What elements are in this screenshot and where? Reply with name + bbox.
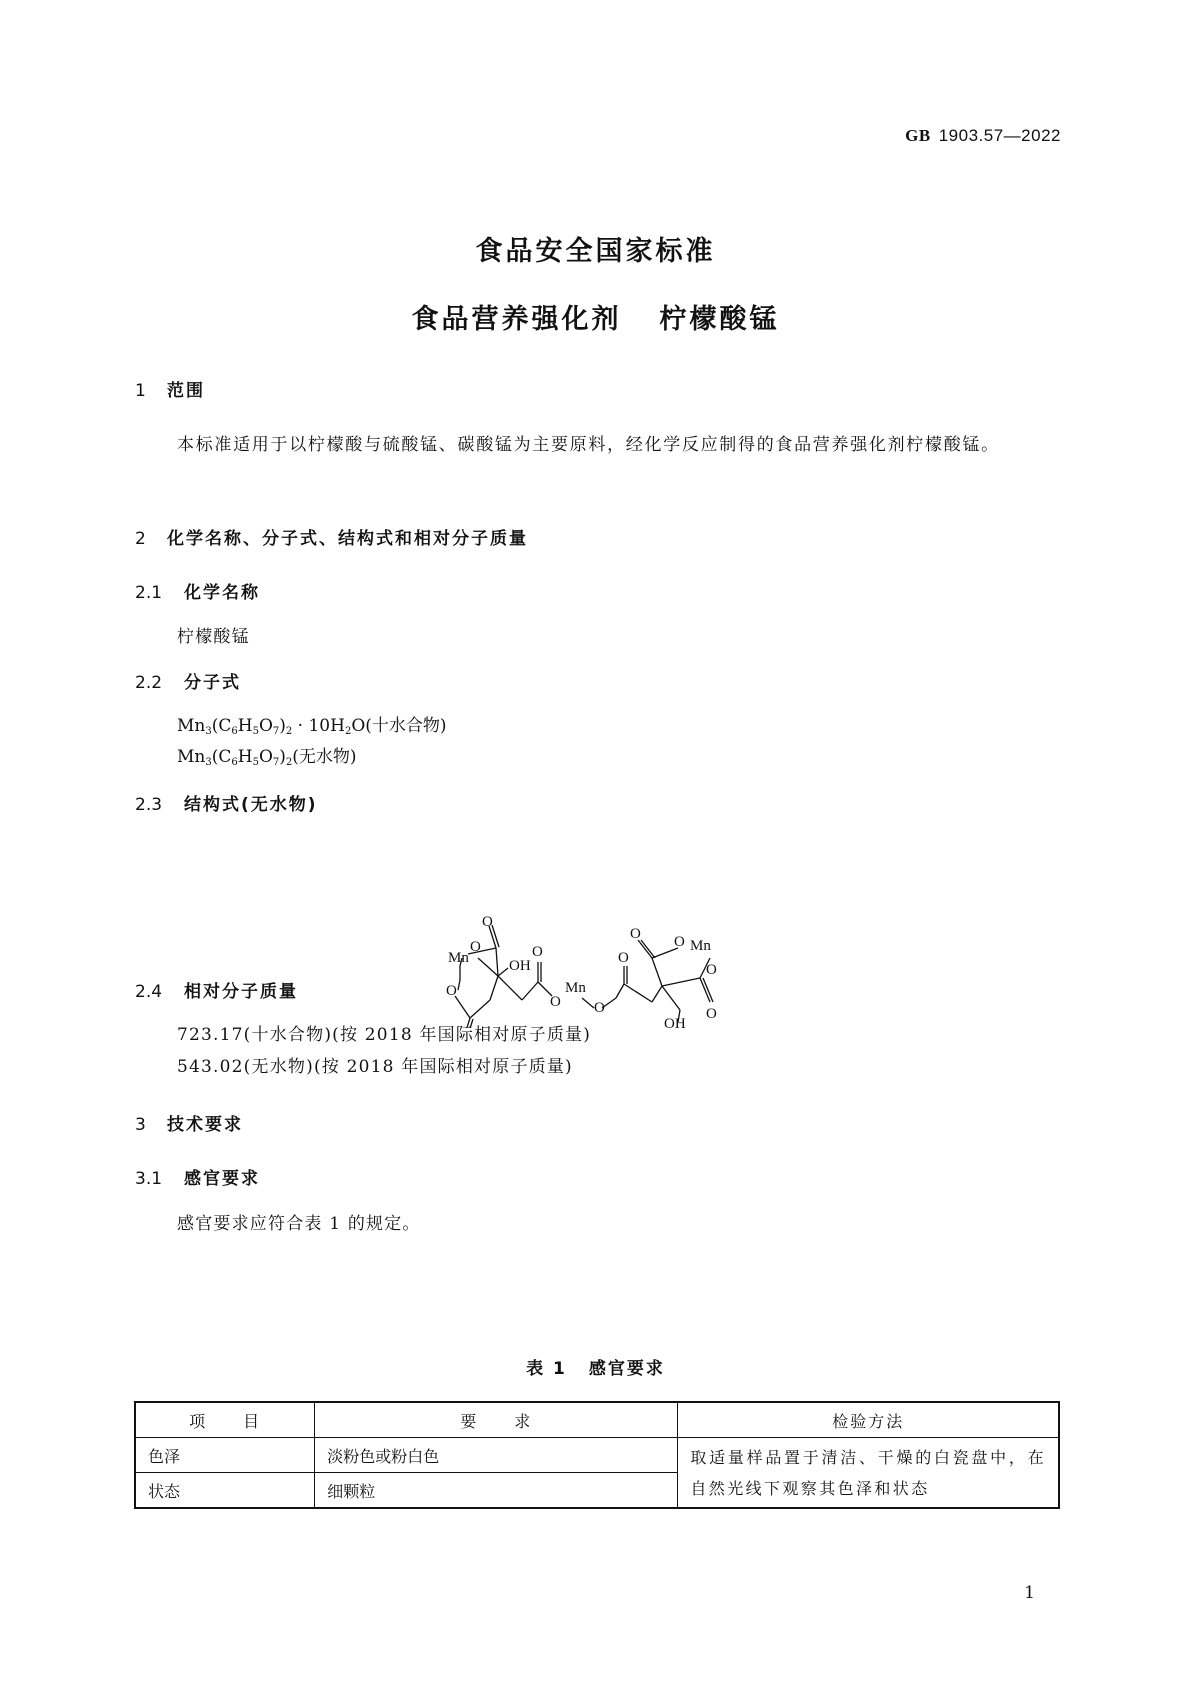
document-title: 食品安全国家标准 (475, 236, 716, 267)
cell-requirement: 淡粉色或粉白色 (315, 1438, 678, 1473)
page-number: 1 (1024, 1583, 1035, 1603)
cell-method: 取适量样品置于清洁、干燥的白瓷盘中，在自然光线下观察其色泽和状态 (678, 1438, 1059, 1509)
section-3-heading: 3 技术要求 (135, 1115, 243, 1135)
atom-o-1: O (446, 983, 457, 999)
atom-o-6: O (550, 994, 561, 1010)
molecular-weight-anhydrous: 543.02(无水物)(按 2018 年国际相对原子质量) (177, 1057, 573, 1077)
standard-number (905, 126, 1061, 146)
atom-mn-right: Mn (690, 938, 711, 954)
standard-code: 1903.57—2022 (938, 126, 1061, 145)
document-subtitle (0, 297, 1191, 336)
section-2-3-heading: 2.3 结构式(无水物) (135, 795, 318, 815)
table-row (135, 1438, 1059, 1473)
section-2-4-heading: 2.4 相对分子质量 (135, 982, 298, 1002)
atom-mn-center: Mn (565, 980, 586, 996)
subtitle-category: 食品营养强化剂 (411, 304, 622, 335)
atom-o-5: O (532, 944, 543, 960)
atom-o-7: O (594, 1000, 605, 1016)
atom-o-2: O (470, 939, 481, 955)
cell-item: 色泽 (135, 1438, 315, 1473)
section-1-body: 本标准适用于以柠檬酸与硫酸锰、碳酸锰为主要原料，经化学反应制得的食品营养强化剂柠檬酸锰。 (177, 435, 1000, 455)
header-item: 项 目 (135, 1402, 315, 1438)
atom-o-12: O (706, 1006, 717, 1022)
atom-mn-left: Mn (448, 950, 469, 966)
structural-formula (410, 888, 790, 1028)
formula-hydrate: $Mn_3(C_6H_5O_7)_2 \cdot 10H_2O$(十水合物) (177, 716, 447, 737)
atom-o-9: O (630, 926, 641, 942)
atom-oh-left: OH (509, 958, 531, 974)
section-2-heading: 2 化学名称、分子式、结构式和相对分子质量 (135, 529, 528, 549)
molecular-weight-hydrate: 723.17(十水合物)(按 2018 年国际相对原子质量) (177, 1025, 592, 1045)
table-header-row (135, 1402, 1059, 1438)
header-requirement: 要 求 (315, 1402, 678, 1438)
section-3-1-body: 感官要求应符合表 1 的规定。 (177, 1214, 421, 1234)
section-2-2-heading: 2.2 分子式 (135, 673, 241, 693)
chemical-name: 柠檬酸锰 (177, 627, 250, 647)
formula-anhydrous: $Mn_3(C_6H_5O_7)_2$(无水物) (177, 747, 357, 768)
standard-prefix: GB (905, 126, 931, 145)
atom-o-10: O (674, 934, 685, 950)
section-1-heading: 1 范围 (135, 381, 205, 401)
section-2-1-heading: 2.1 化学名称 (135, 583, 260, 603)
cell-item: 状态 (135, 1473, 315, 1509)
header-method: 检验方法 (678, 1402, 1059, 1438)
table-1-caption: 表 1 感官要求 (526, 1359, 665, 1379)
atom-o-11: O (706, 962, 717, 978)
subtitle-substance: 柠檬酸锰 (659, 304, 780, 335)
sensory-requirements-table (134, 1401, 1060, 1509)
atom-oh-right: OH (664, 1016, 686, 1028)
atom-o-3: O (482, 914, 493, 930)
atom-o-8: O (618, 950, 629, 966)
cell-requirement: 细颗粒 (315, 1473, 678, 1509)
section-3-1-heading: 3.1 感官要求 (135, 1169, 260, 1189)
